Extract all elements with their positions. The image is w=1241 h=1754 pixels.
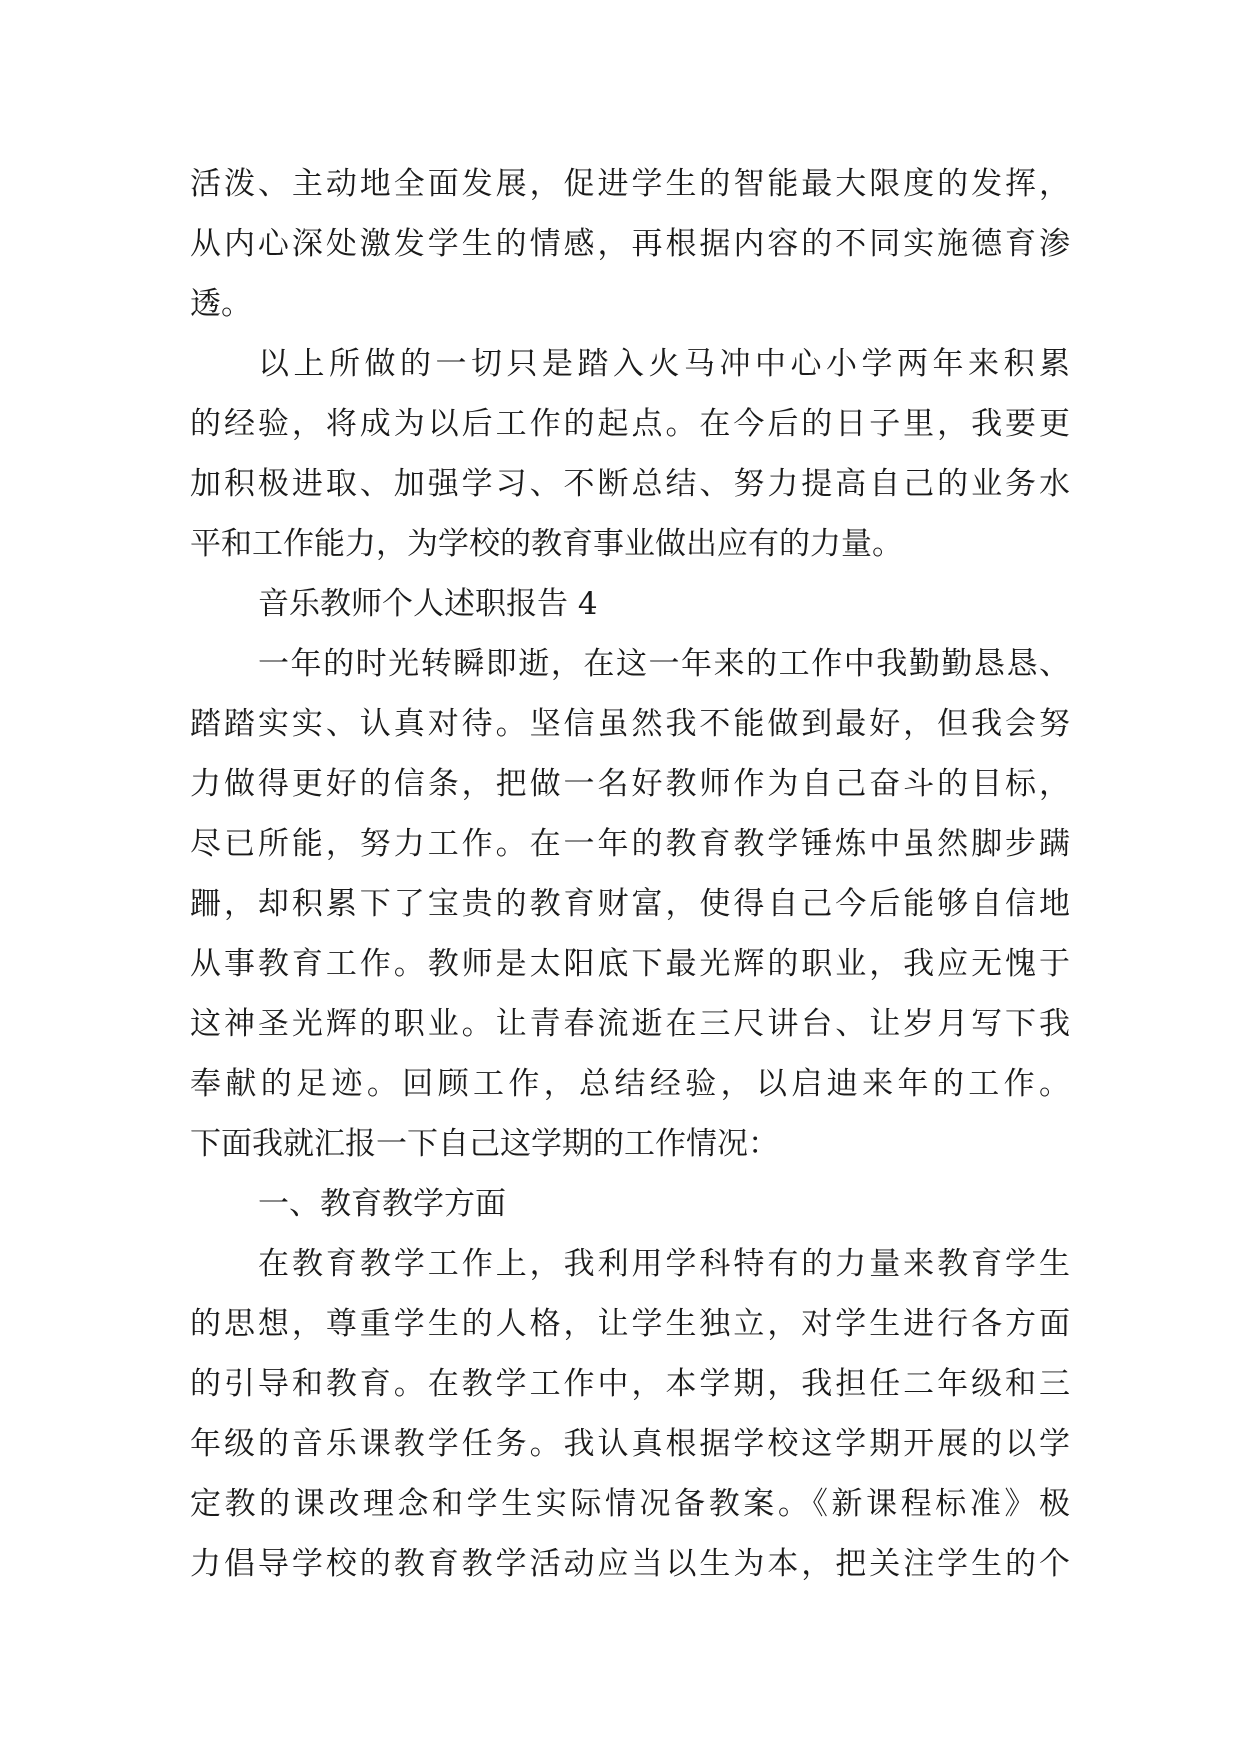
text-line: 从内心深处激发学生的情感，再根据内容的不同实施德育渗 — [190, 226, 1070, 262]
text-line: 年级的音乐课教学任务。我认真根据学校这学期开展的以学 — [190, 1426, 1070, 1462]
text-line: 的经验，将成为以后工作的起点。在今后的日子里，我要更 — [190, 406, 1070, 442]
text-line: 从事教育工作。教师是太阳底下最光辉的职业，我应无愧于 — [190, 946, 1070, 982]
text-line: 的引导和教育。在教学工作中，本学期，我担任二年级和三 — [190, 1366, 1070, 1402]
section-heading: 音乐教师个人述职报告 4 — [258, 586, 598, 622]
text-line: 一年的时光转瞬即逝，在这一年来的工作中我勤勤恳恳、 — [258, 646, 1070, 682]
text-line: 在教育教学工作上，我利用学科特有的力量来教育学生 — [258, 1246, 1070, 1282]
text-line: 下面我就汇报一下自己这学期的工作情况： — [190, 1126, 779, 1162]
text-line: 踏踏实实、认真对待。坚信虽然我不能做到最好，但我会努 — [190, 706, 1070, 742]
text-line: 平和工作能力，为学校的教育事业做出应有的力量。 — [190, 526, 903, 562]
text-line: 跚，却积累下了宝贵的教育财富，使得自己今后能够自信地 — [190, 886, 1070, 922]
text-line: 力做得更好的信条，把做一名好教师作为自己奋斗的目标， — [190, 766, 1070, 802]
text-line: 透。 — [190, 286, 252, 322]
text-line: 奉献的足迹。回顾工作，总结经验，以启迪来年的工作。 — [190, 1066, 1070, 1102]
document-body — [190, 154, 1070, 1594]
text-line: 加积极进取、加强学习、不断总结、努力提高自己的业务水 — [190, 466, 1070, 502]
text-line: 以上所做的一切只是踏入火马冲中心小学两年来积累 — [258, 346, 1070, 382]
subsection-heading: 一、教育教学方面 — [258, 1186, 506, 1222]
text-line: 定教的课改理念和学生实际情况备教案。《新课程标准》极 — [190, 1486, 1070, 1522]
text-line: 活泼、主动地全面发展，促进学生的智能最大限度的发挥， — [190, 166, 1070, 202]
text-line: 力倡导学校的教育教学活动应当以生为本，把关注学生的个 — [190, 1546, 1070, 1582]
text-line: 这神圣光辉的职业。让青春流逝在三尺讲台、让岁月写下我 — [190, 1006, 1070, 1042]
text-line: 的思想，尊重学生的人格，让学生独立，对学生进行各方面 — [190, 1306, 1070, 1342]
text-line: 尽已所能，努力工作。在一年的教育教学锤炼中虽然脚步蹒 — [190, 826, 1070, 862]
